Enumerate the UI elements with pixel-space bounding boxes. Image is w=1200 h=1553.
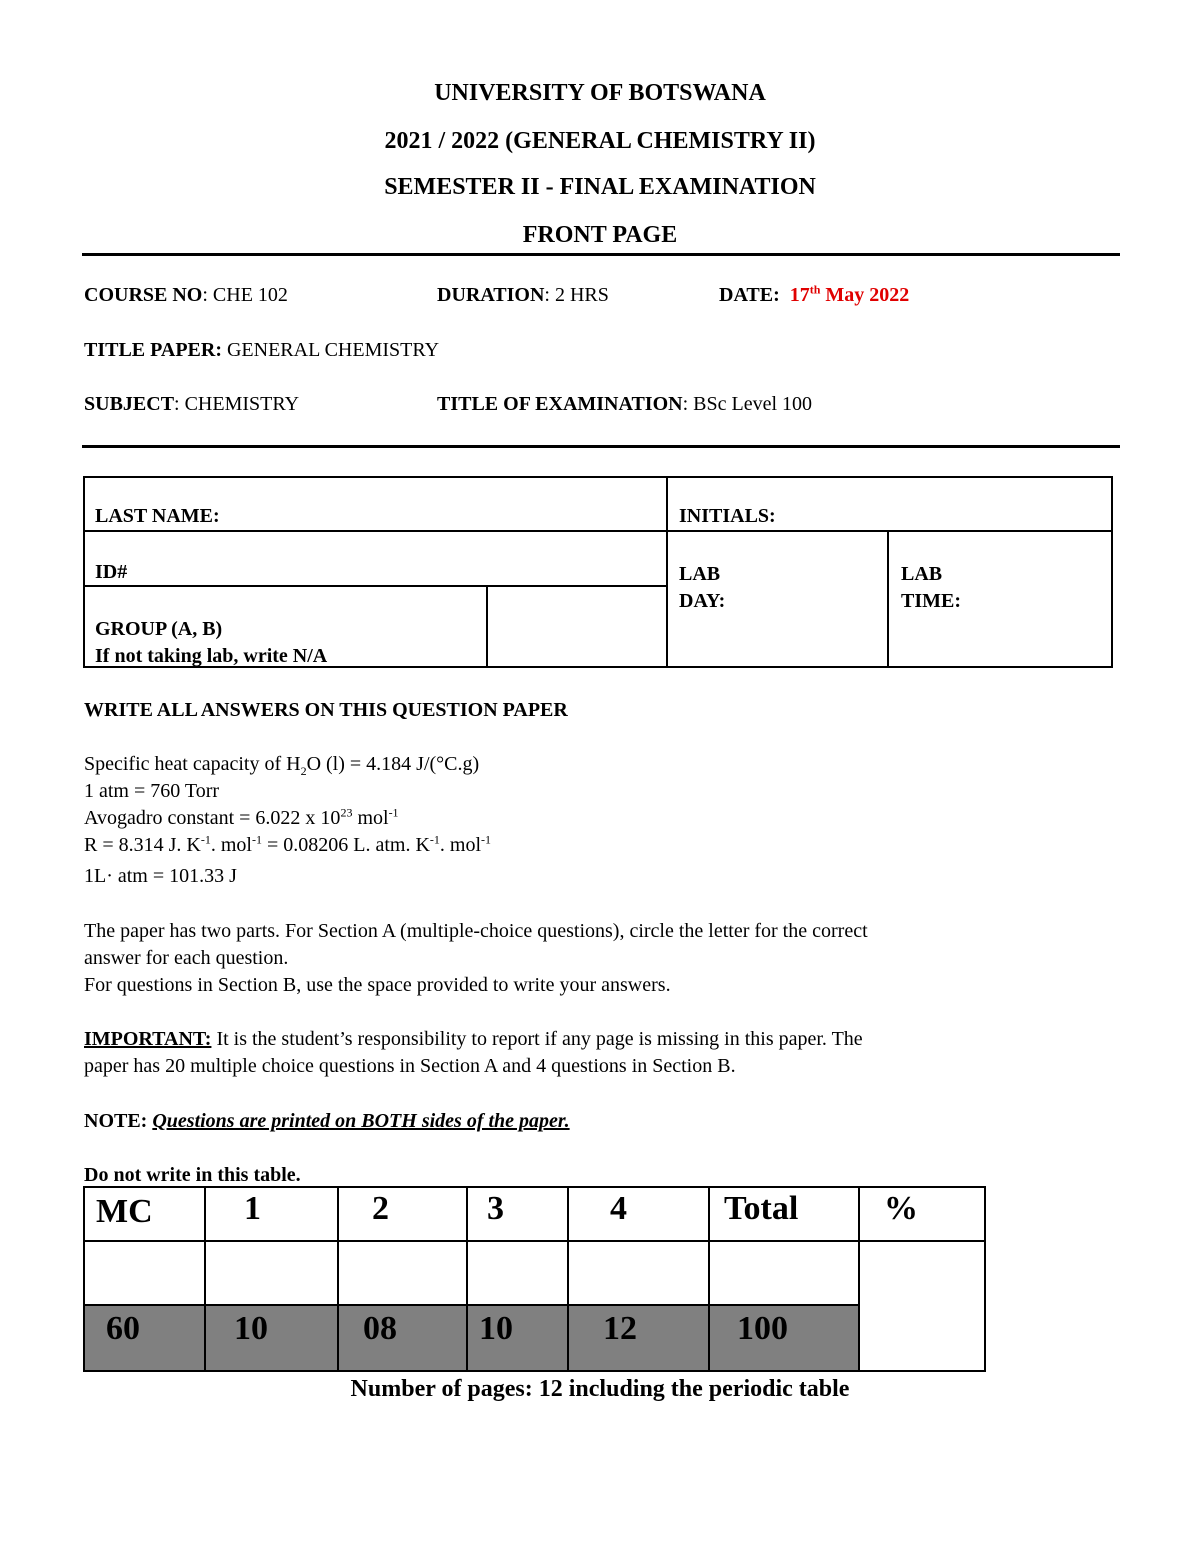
group-label: GROUP (A, B) If not taking lab, write N/A (95, 618, 328, 667)
initials-label: INITIALS: (679, 505, 776, 527)
marks-table-col-line (204, 1186, 206, 1372)
marks-header-q2: 2 (372, 1190, 389, 1227)
marks-header-mc: MC (96, 1193, 153, 1230)
constants-list (84, 751, 491, 890)
header-divider (82, 253, 1120, 256)
marks-header-q1: 1 (244, 1190, 261, 1227)
student-box-col-line (486, 585, 488, 668)
meta-divider (82, 445, 1120, 448)
marks-header-q4: 4 (610, 1190, 627, 1227)
paper-parts-paragraph: The paper has two parts. For Section A (multiple-choice questions), circle the letter for the correct answer for each question. For questions in Section B, use the space provided to write your answers. (84, 920, 868, 996)
lab-day-label: LAB DAY: (679, 563, 726, 612)
university-title: UNIVERSITY OF BOTSWANA (434, 80, 766, 106)
duration: DURATION: 2 HRS (437, 284, 609, 306)
constant-r: R = 8.314 J. $K^{-1}$. mol$^{-1}$ = 0.08206 L. atm. $K^{-1}$. mol$^{-1}$ (84, 832, 492, 856)
course-no: COURSE NO: CHE 102 (84, 284, 288, 306)
marks-table-col-line (337, 1186, 339, 1372)
id-label: ID# (95, 561, 128, 583)
max-marks-q3: 10 (479, 1310, 513, 1347)
constant-l-atm: 1L· atm = 101.33 J (84, 865, 237, 887)
max-marks-q1: 10 (234, 1310, 268, 1347)
student-box-col-line (666, 476, 668, 668)
marks-header-percent: % (884, 1190, 918, 1227)
number-of-pages: Number of pages: 12 including the periodic table (350, 1376, 850, 1402)
marks-table-row-line (83, 1240, 986, 1242)
marks-table-col-line (567, 1186, 569, 1372)
do-not-write-label: Do not write in this table. (84, 1164, 301, 1186)
course-year-title: 2021 / 2022 (GENERAL CHEMISTRY II) (384, 128, 816, 154)
student-box-row-line (83, 530, 1113, 532)
lab-time-label: LAB TIME: (901, 563, 961, 612)
marks-table-col-line (858, 1186, 860, 1372)
student-box-row-line (83, 585, 668, 587)
max-marks-q4: 12 (603, 1310, 637, 1347)
marks-table-row-line (83, 1304, 860, 1306)
marks-table-col-line (466, 1186, 468, 1372)
constant-avogadro: Avogadro constant = 6.022 x $10^{23}$ mol$^{-1}$ (84, 805, 399, 829)
write-all-answers: WRITE ALL ANSWERS ON THIS QUESTION PAPER (84, 699, 568, 721)
subject: SUBJECT: CHEMISTRY (84, 393, 300, 415)
title-paper: TITLE PAPER: GENERAL CHEMISTRY (84, 339, 440, 361)
constant-atm: 1 atm = 760 Torr (84, 780, 220, 802)
important-paragraph: IMPORTANT: It is the student’s responsibility to report if any page is missing in this paper. The paper has 20 multiple choice questions in Section A and 4 questions in Section B. (84, 1028, 863, 1077)
constant-heat-capacity: Specific heat capacity of $H_2O$ (l) = 4.184 J/(°C.g) (84, 753, 480, 778)
max-marks-total: 100 (737, 1310, 788, 1347)
max-marks-q2: 08 (363, 1310, 397, 1347)
exam-title: SEMESTER II - FINAL EXAMINATION (384, 174, 816, 200)
marks-header-q3: 3 (487, 1190, 504, 1227)
student-box-col-line (887, 530, 889, 668)
marks-table-col-line (708, 1186, 710, 1372)
max-marks-mc: 60 (106, 1310, 140, 1347)
exam-date: DATE: 17th May 2022 (719, 282, 910, 306)
note-paragraph: NOTE: Questions are printed on BOTH sides of the paper. (84, 1110, 570, 1132)
last-name-label: LAST NAME: (95, 505, 220, 527)
front-page-title: FRONT PAGE (522, 222, 678, 248)
marks-header-total: Total (724, 1190, 799, 1227)
title-of-examination: TITLE OF EXAMINATION: BSc Level 100 (437, 393, 813, 415)
